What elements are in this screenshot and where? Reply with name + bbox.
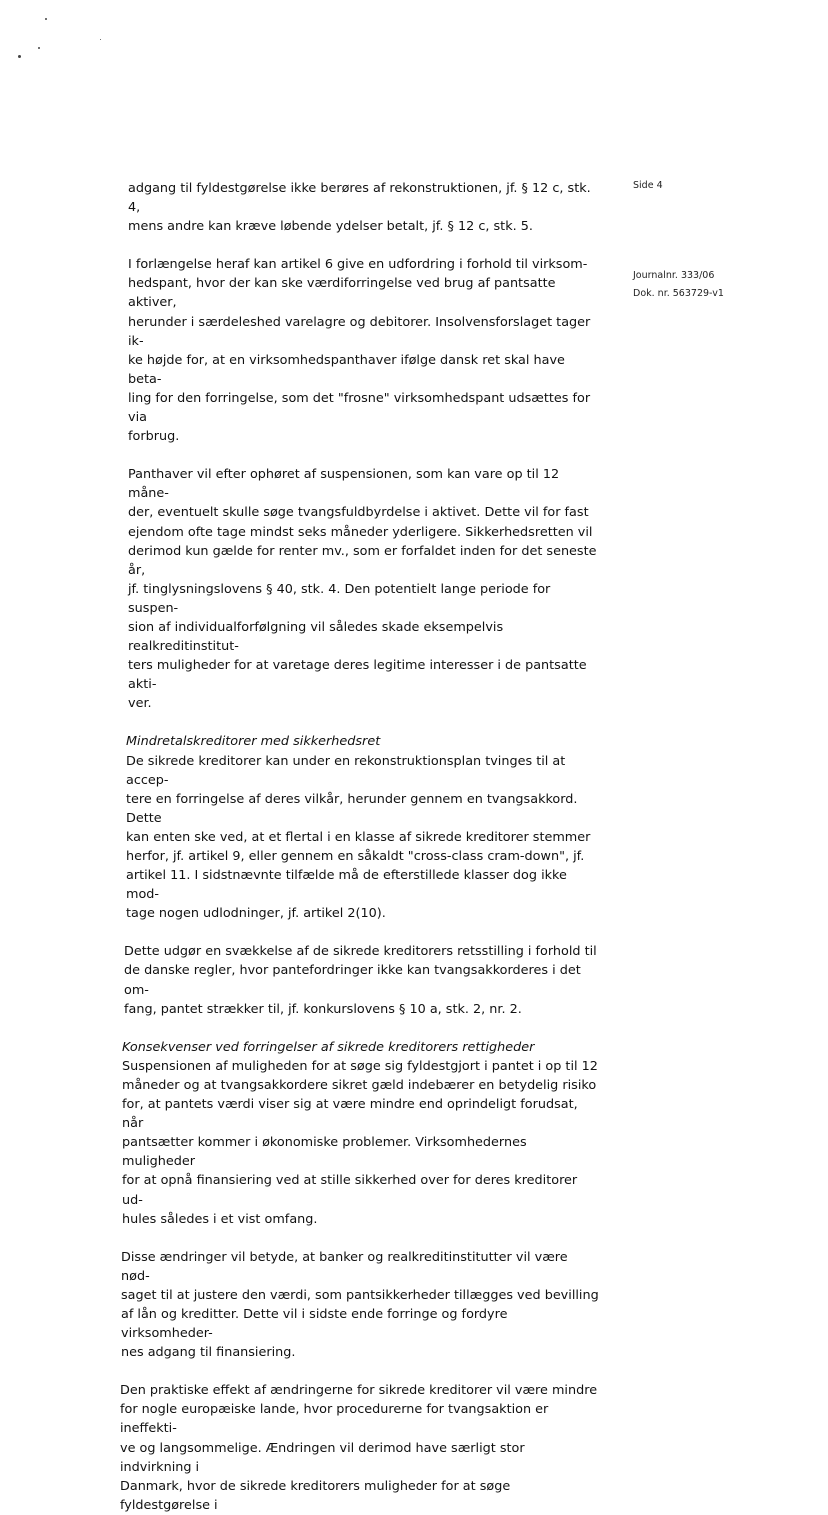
text-line: de danske regler, hvor pantefordringer ikke kan tvangsakkorderes i det om- [124, 963, 581, 998]
text-line: hedspant, hvor der kan ske værdiforringelse ved brug af pantsatte aktiver, [128, 276, 556, 311]
text-line: pantsætter kommer i økonomiske problemer. Virksomhedernes muligheder [122, 1135, 527, 1170]
section-heading: Konsekvenser ved forringelser af sikrede kreditorers rettigheder [122, 1039, 535, 1055]
text-line: for at opnå finansiering ved at stille sikkerhed over for deres kreditorer ud- [122, 1173, 578, 1208]
text-line: ling for den forringelse, som det "frosne" virksomhedspant udsættes for via [128, 390, 591, 426]
text-line: fang, pantet strækker til, jf. konkurslovens § 10 a, stk. 2, nr. 2. [124, 1001, 522, 1017]
scan-speck [100, 39, 101, 40]
paragraph [118, 1248, 600, 1363]
text-line: ejendom ofte tage mindst seks måneder yderligere. Sikkerhedsretten vil [128, 524, 593, 540]
text-line: for, at pantets værdi viser sig at være mindre end oprindeligt forudsat, når [122, 1097, 578, 1132]
paragraph [118, 179, 600, 236]
text-line: Disse ændringer vil betyde, at banker og realkreditinstitutter vil være nød- [121, 1249, 568, 1284]
document-body [118, 179, 600, 1515]
text-line: hules således i et vist omfang. [122, 1211, 318, 1227]
text-line: tage nogen udlodninger, jf. artikel 2(10). [126, 906, 386, 922]
text-line: artikel 11. I sidstnævnte tilfælde må de efterstillede klasser dog ikke mod- [126, 868, 567, 903]
paragraph [118, 1381, 600, 1515]
document-number: Dok. nr. 563729-v1 [633, 288, 724, 299]
text-line: Suspensionen af muligheden for at søge sig fyldestgjort i pantet i op til 12 [122, 1058, 598, 1074]
text-line: forbrug. [128, 429, 180, 445]
text-line: herunder i særdeleshed varelagre og debitorer. Insolvensforslaget tager ik- [128, 314, 591, 349]
text-line: ve og langsommelige. Ændringen vil derimod have særligt stor indvirkning i [120, 1440, 525, 1475]
paragraph [118, 465, 600, 713]
paragraph [118, 1038, 600, 1229]
text-line: ver. [128, 696, 152, 712]
text-line: Danmark, hvor de sikrede kreditorers muligheder for at søge fyldestgørelse i [120, 1478, 511, 1513]
text-line: Den praktiske effekt af ændringerne for sikrede kreditorer vil være mindre [120, 1383, 598, 1399]
text-line: adgang til fyldestgørelse ikke berøres af rekonstruktionen, jf. § 12 c, stk. 4, [128, 181, 591, 216]
text-line: nes adgang til finansiering. [121, 1345, 296, 1361]
scan-speck [38, 47, 40, 49]
text-line: jf. tinglysningslovens § 40, stk. 4. Den potentielt lange periode for suspen- [128, 581, 551, 616]
scan-speck [45, 18, 47, 20]
text-line: ters muligheder for at varetage deres legitime interesser i de pantsatte akti- [128, 658, 587, 693]
journal-number: Journalnr. 333/06 [633, 270, 715, 281]
text-line: De sikrede kreditorer kan under en rekonstruktionsplan tvinges til at accep- [126, 753, 566, 788]
text-line: Panthaver vil efter ophøret af suspensionen, som kan vare op til 12 måne- [128, 467, 560, 502]
text-line: måneder og at tvangsakkordere sikret gæld indebærer en betydelig risiko [122, 1077, 597, 1093]
text-line: Dette udgør en svækkelse af de sikrede kreditorers retsstilling i forhold til [124, 944, 597, 960]
scan-speck [18, 55, 21, 58]
text-line: saget til at justere den værdi, som pantsikkerheder tillægges ved bevilling [121, 1287, 599, 1303]
text-line: tere en forringelse af deres vilkår, herunder gennem en tvangsakkord. Dette [126, 791, 578, 826]
text-line: sion af individualforfølgning vil således skade eksempelvis realkreditinstitut- [128, 619, 504, 655]
text-line: mens andre kan kræve løbende ydelser betalt, jf. § 12 c, stk. 5. [128, 219, 533, 235]
text-line: derimod kun gælde for renter mv., som er forfaldet inden for det seneste år, [128, 543, 597, 578]
paragraph [118, 942, 600, 1018]
text-line: herfor, jf. artikel 9, eller gennem en såkaldt "cross-class cram-down", jf. [126, 849, 585, 864]
text-line: ke højde for, at en virksomhedspanthaver ifølge dansk ret skal have beta- [128, 352, 565, 387]
text-line: I forlængelse heraf kan artikel 6 give en udfordring i forhold til virksom- [128, 257, 588, 273]
section-heading: Mindretalskreditorer med sikkerhedsret [126, 734, 381, 750]
paragraph [118, 732, 600, 923]
paragraph [118, 255, 600, 446]
text-line: kan enten ske ved, at et flertal i en klasse af sikrede kreditorer stemmer [126, 829, 591, 845]
text-line: for nogle europæiske lande, hvor procedurerne for tvangsaktion er ineffekti- [120, 1402, 549, 1437]
text-line: der, eventuelt skulle søge tvangsfuldbyrdelse i aktivet. Dette vil for fast [128, 505, 589, 521]
text-line: af lån og kreditter. Dette vil i sidste ende forringe og fordyre virksomheder- [121, 1306, 508, 1342]
page-number: Side 4 [633, 180, 663, 191]
